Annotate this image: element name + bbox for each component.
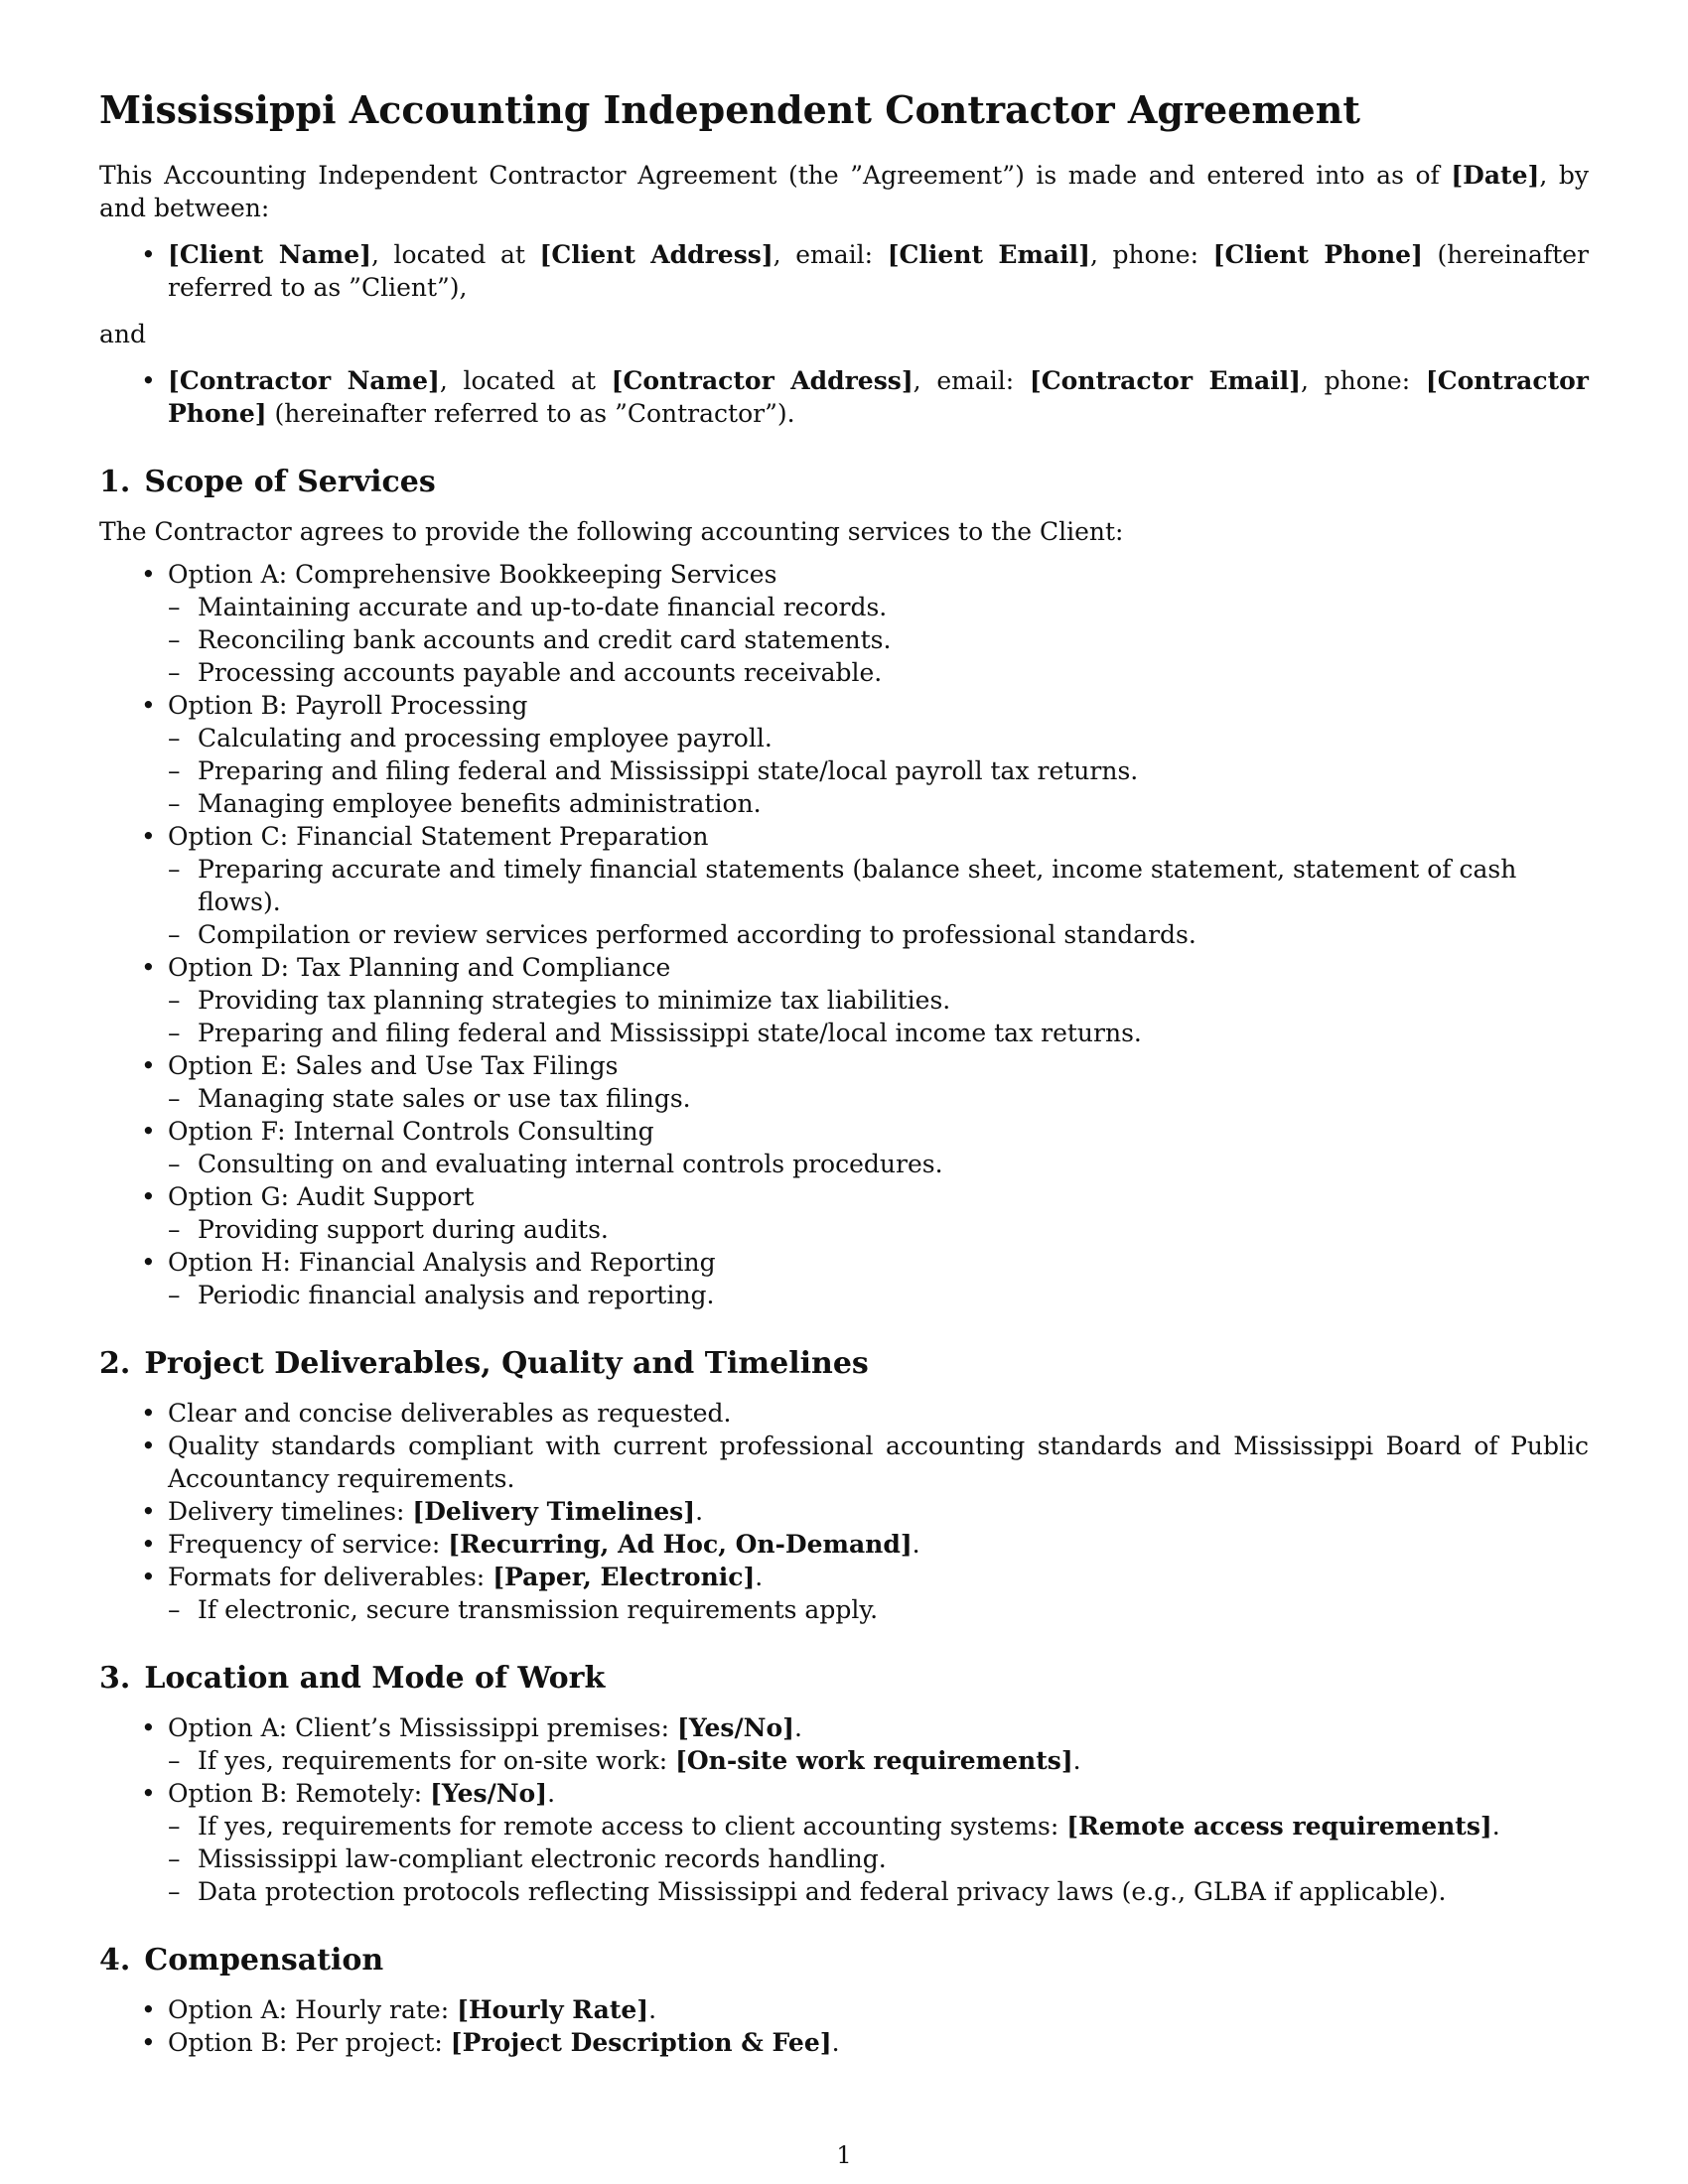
option-sub-list xyxy=(168,722,1589,820)
scope-option-c xyxy=(99,820,1589,951)
option-label: Option A: Hourly rate: xyxy=(168,1995,458,2024)
section-2-title: Project Deliverables, Quality and Timelines xyxy=(144,1346,869,1381)
list-item: – Managing employee benefits administration. xyxy=(168,787,1589,820)
contractor-party-item xyxy=(99,364,1589,430)
date-placeholder: [Date] xyxy=(1451,161,1540,190)
contractor-party-list xyxy=(99,364,1589,430)
client-name-placeholder: [Client Name] xyxy=(168,240,371,269)
option-label: Option E: Sales and Use Tax Filings xyxy=(168,1051,619,1080)
compensation-option-a: • Option A: Hourly rate: [Hourly Rate]. xyxy=(99,1993,1589,2026)
scope-option-h xyxy=(99,1246,1589,1311)
option-sub-list xyxy=(168,853,1589,951)
location-option-a: • Option A: Client’s Mississippi premises: [Yes/No]. – If yes, requirements for on-site work: [On-site work requirements]. xyxy=(99,1711,1589,1777)
section-1-heading xyxy=(99,464,1589,501)
remote-access-label: If yes, requirements for remote access to client accounting systems: xyxy=(198,1812,1067,1841)
page-number: 1 xyxy=(836,2141,852,2169)
client-phone-label: , phone: xyxy=(1089,240,1213,269)
compensation-options-list xyxy=(99,1993,1589,2059)
scope-option-a xyxy=(99,558,1589,689)
frequency-label: Frequency of service: xyxy=(168,1530,449,1559)
list-item: – Data protection protocols reflecting Mississippi and federal privacy laws (e.g., GLBA if applicable). xyxy=(168,1875,1589,1908)
contractor-address-placeholder: [Contractor Address] xyxy=(611,366,914,395)
client-phone-placeholder: [Client Phone] xyxy=(1212,240,1423,269)
client-party-item xyxy=(99,238,1589,304)
contractor-suffix-text: (hereinafter referred to as ”Contractor”). xyxy=(266,399,795,428)
list-item: – Maintaining accurate and up-to-date financial records. xyxy=(168,591,1589,623)
option-label: Option D: Tax Planning and Compliance xyxy=(168,953,671,982)
option-label: Option G: Audit Support xyxy=(168,1182,475,1211)
formats-placeholder: [Paper, Electronic] xyxy=(492,1563,756,1591)
onsite-requirements-placeholder: [On-site work requirements] xyxy=(675,1746,1073,1775)
section-1-title: Scope of Services xyxy=(144,465,436,499)
intro-text-after-date: , by and between: xyxy=(99,161,1589,222)
option-label: Option C: Financial Statement Preparation xyxy=(168,822,709,851)
section-3-heading xyxy=(99,1660,1589,1698)
compensation-option-b: • Option B: Per project: [Project Description & Fee]. xyxy=(99,2026,1589,2059)
list-item: – Periodic financial analysis and reporting. xyxy=(168,1279,1589,1311)
list-item: – If yes, requirements for on-site work: [On-site work requirements]. xyxy=(168,1744,1589,1777)
section-2-heading xyxy=(99,1345,1589,1383)
contractor-email-label: , email: xyxy=(913,366,1030,395)
option-sub-list xyxy=(168,1082,1589,1115)
section-1-number: 1. xyxy=(99,465,131,499)
frequency-placeholder: [Recurring, Ad Hoc, On-Demand] xyxy=(448,1530,913,1559)
option-sub-list xyxy=(168,591,1589,689)
option-sub-list xyxy=(168,1744,1589,1777)
section-4-title: Compensation xyxy=(144,1943,384,1978)
list-item: – Preparing accurate and timely financial statements (balance sheet, income statement, statement of cash flows). xyxy=(168,853,1589,918)
client-address-placeholder: [Client Address] xyxy=(539,240,774,269)
section-3-number: 3. xyxy=(99,1661,131,1696)
intro-paragraph xyxy=(99,159,1589,224)
delivery-timelines-placeholder: [Delivery Timelines] xyxy=(412,1497,696,1526)
scope-options-list xyxy=(99,558,1589,1311)
premises-yes-no-placeholder: [Yes/No] xyxy=(676,1713,794,1742)
list-item: – Preparing and filing federal and Mississippi state/local income tax returns. xyxy=(168,1017,1589,1049)
client-located-text: , located at xyxy=(370,240,540,269)
deliverables-list xyxy=(99,1397,1589,1626)
option-label: Option B: Per project: xyxy=(168,2028,451,2057)
scope-option-e xyxy=(99,1049,1589,1115)
delivery-timelines-label: Delivery timelines: xyxy=(168,1497,413,1526)
client-email-placeholder: [Client Email] xyxy=(887,240,1090,269)
onsite-label: If yes, requirements for on-site work: xyxy=(198,1746,676,1775)
list-item: – Processing accounts payable and accounts receivable. xyxy=(168,656,1589,689)
contractor-phone-placeholder: [Contractor Phone] xyxy=(168,366,1589,428)
scope-option-b xyxy=(99,689,1589,820)
scope-option-d xyxy=(99,951,1589,1049)
list-item: – If yes, requirements for remote access to client accounting systems: [Remote access requirements]. xyxy=(168,1810,1589,1843)
contractor-name-placeholder: [Contractor Name] xyxy=(168,366,440,395)
option-label: Option A: Comprehensive Bookkeeping Services xyxy=(168,560,777,589)
list-item: – Consulting on and evaluating internal controls procedures. xyxy=(168,1148,1589,1180)
intro-text-before-date: This Accounting Independent Contractor Agreement (the ”Agreement”) is made and entered into as of xyxy=(99,161,1452,190)
list-item: – Mississippi law-compliant electronic records handling. xyxy=(168,1843,1589,1875)
option-sub-list xyxy=(168,1810,1589,1908)
list-item: • Clear and concise deliverables as requested. xyxy=(99,1397,1589,1430)
list-item: • Frequency of service: [Recurring, Ad Hoc, On-Demand]. xyxy=(99,1528,1589,1561)
list-item: – Reconciling bank accounts and credit card statements. xyxy=(168,623,1589,656)
list-item: • Formats for deliverables: [Paper, Electronic]. – If electronic, secure transmission requirements apply. xyxy=(99,1561,1589,1626)
option-sub-list xyxy=(168,1279,1589,1311)
section-3-title: Location and Mode of Work xyxy=(144,1661,606,1696)
option-label: Option F: Internal Controls Consulting xyxy=(168,1117,654,1146)
option-label: Option H: Financial Analysis and Reporting xyxy=(168,1248,716,1277)
option-label: Option B: Payroll Processing xyxy=(168,691,528,720)
project-fee-placeholder: [Project Description & Fee] xyxy=(450,2028,832,2057)
list-item: – Providing tax planning strategies to minimize tax liabilities. xyxy=(168,984,1589,1017)
contractor-located-text: , located at xyxy=(439,366,612,395)
contractor-email-placeholder: [Contractor Email] xyxy=(1029,366,1301,395)
list-item: • Delivery timelines: [Delivery Timelines]. xyxy=(99,1495,1589,1528)
document-page xyxy=(99,87,1589,2059)
document-title: Mississippi Accounting Independent Contractor Agreement xyxy=(99,87,1360,132)
formats-label: Formats for deliverables: xyxy=(168,1563,493,1591)
section-2-number: 2. xyxy=(99,1346,131,1381)
option-sub-list xyxy=(168,1213,1589,1246)
contractor-phone-label: , phone: xyxy=(1301,366,1426,395)
list-item: – Calculating and processing employee payroll. xyxy=(168,722,1589,754)
option-label: Option A: Client’s Mississippi premises: xyxy=(168,1713,677,1742)
client-suffix-text: (hereinafter referred to as ”Client”), xyxy=(168,240,1589,302)
location-options-list xyxy=(99,1711,1589,1908)
and-connector: and xyxy=(99,320,147,348)
option-sub-list xyxy=(168,984,1589,1049)
list-item: – Providing support during audits. xyxy=(168,1213,1589,1246)
option-label: Option B: Remotely: xyxy=(168,1779,431,1808)
hourly-rate-placeholder: [Hourly Rate] xyxy=(457,1995,649,2024)
list-item: – Managing state sales or use tax filings. xyxy=(168,1082,1589,1115)
client-email-label: , email: xyxy=(773,240,888,269)
list-item: – Preparing and filing federal and Mississippi state/local payroll tax returns. xyxy=(168,754,1589,787)
client-party-list xyxy=(99,238,1589,304)
scope-option-f xyxy=(99,1115,1589,1180)
location-option-b: • Option B: Remotely: [Yes/No]. – If yes, requirements for remote access to client accounting systems: [Remote access requirements]. – Mississippi law-compliant electronic records handling. – Data protection protocols reflecting Mississippi and federal privacy laws (e.g., GLBA if applicable). xyxy=(99,1777,1589,1908)
section-4-number: 4. xyxy=(99,1943,131,1978)
remote-yes-no-placeholder: [Yes/No] xyxy=(430,1779,548,1808)
list-item: – If electronic, secure transmission requirements apply. xyxy=(168,1593,1589,1626)
list-item: – Compilation or review services performed according to professional standards. xyxy=(168,918,1589,951)
section-4-heading xyxy=(99,1942,1589,1979)
remote-access-placeholder: [Remote access requirements] xyxy=(1066,1812,1492,1841)
option-sub-list xyxy=(168,1148,1589,1180)
scope-option-g xyxy=(99,1180,1589,1246)
section-1-intro: The Contractor agrees to provide the following accounting services to the Client: xyxy=(99,517,1124,546)
formats-sub-list xyxy=(168,1593,1589,1626)
list-item: • Quality standards compliant with current professional accounting standards and Mississippi Board of Public Accountancy requirements. xyxy=(99,1430,1589,1495)
